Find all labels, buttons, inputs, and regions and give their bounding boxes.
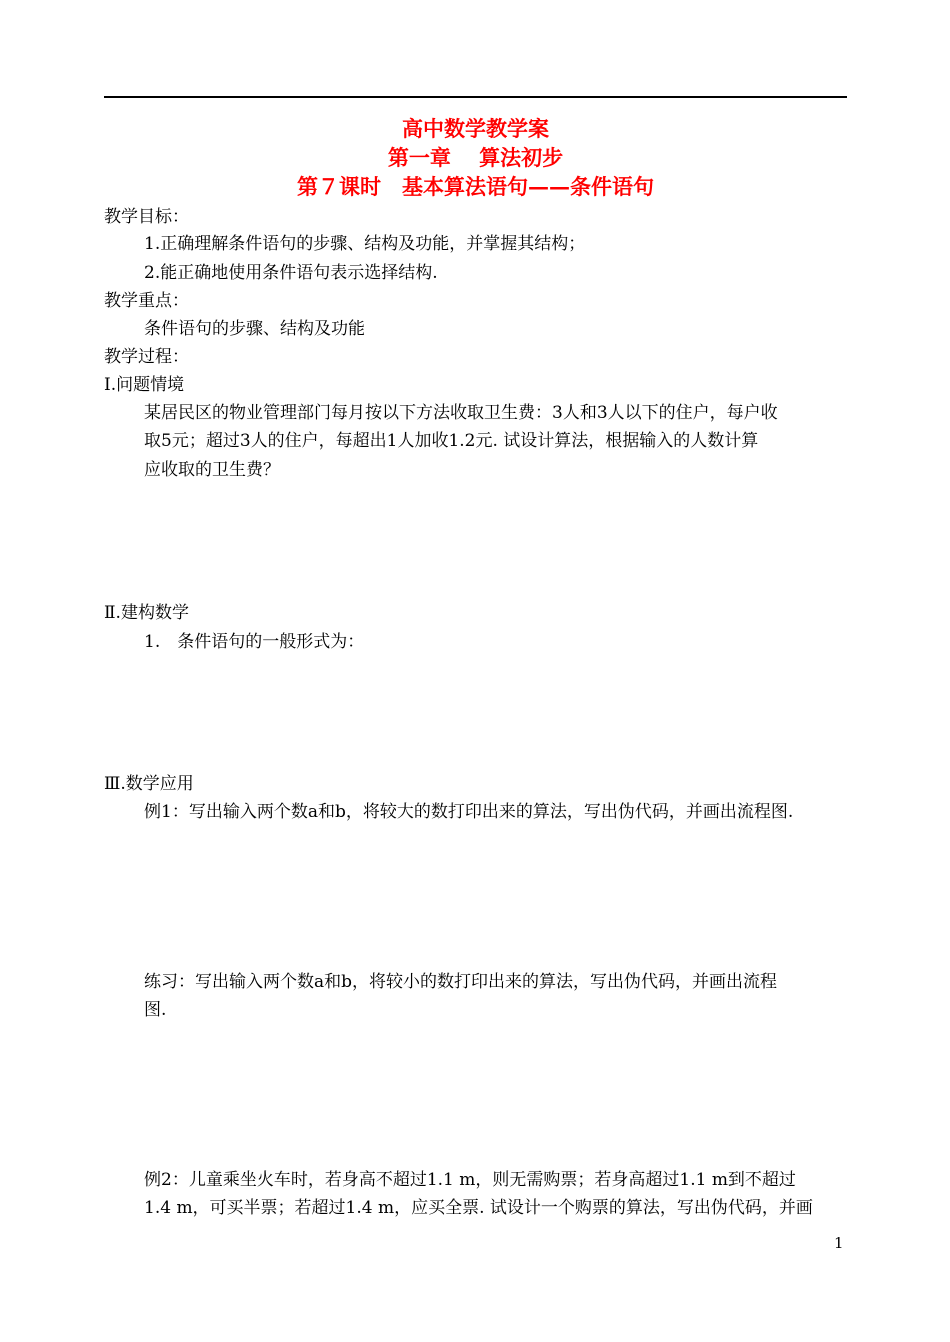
chapter-title: 第一章 算法初步 <box>387 145 564 170</box>
focus-heading: 教学重点： <box>104 291 189 311</box>
lesson-title: 第７课时 基本算法语句——条件语句 <box>297 174 654 199</box>
process-heading: 教学过程： <box>104 347 189 367</box>
section-1-heading: Ⅰ.问题情境 <box>104 375 185 395</box>
section-2-item-1: 1. 条件语句的一般形式为： <box>144 632 365 652</box>
example-2-line-1: 例2：儿童乘坐火车时，若身高不超过1.1 m，则无需购票；若身高超过1.1 m到不超过 <box>144 1170 796 1190</box>
goal-item-1: 1.正确理解条件语句的步骤、结构及功能，并掌握其结构； <box>144 234 586 254</box>
problem-line-1: 某居民区的物业管理部门每月按以下方法收取卫生费：3人和3人以下的住户，每户收 <box>144 403 778 423</box>
page-number: 1 <box>834 1234 844 1252</box>
header-rule <box>104 96 847 98</box>
goal-item-2: 2.能正确地使用条件语句表示选择结构. <box>144 263 438 283</box>
practice-line-2: 图. <box>144 1000 167 1020</box>
practice-line-1: 练习：写出输入两个数a和b，将较小的数打印出来的算法，写出伪代码，并画出流程 <box>144 972 778 992</box>
problem-line-3: 应收取的卫生费？ <box>144 460 280 480</box>
focus-text: 条件语句的步骤、结构及功能 <box>144 319 365 339</box>
problem-line-2: 取5元；超过3人的住户，每超出1人加收1.2元. 试设计算法，根据输入的人数计算 <box>144 431 759 451</box>
section-2-heading: Ⅱ.建构数学 <box>104 603 189 623</box>
goals-heading: 教学目标： <box>104 207 189 227</box>
example-1: 例1：写出输入两个数a和b，将较大的数打印出来的算法，写出伪代码，并画出流程图. <box>144 802 794 822</box>
example-2-line-2: 1.4 m，可买半票；若超过1.4 m，应买全票. 试设计一个购票的算法，写出伪代码，并画 <box>144 1198 813 1218</box>
document-title: 高中数学教学案 <box>402 116 549 141</box>
section-3-heading: Ⅲ.数学应用 <box>104 774 194 794</box>
